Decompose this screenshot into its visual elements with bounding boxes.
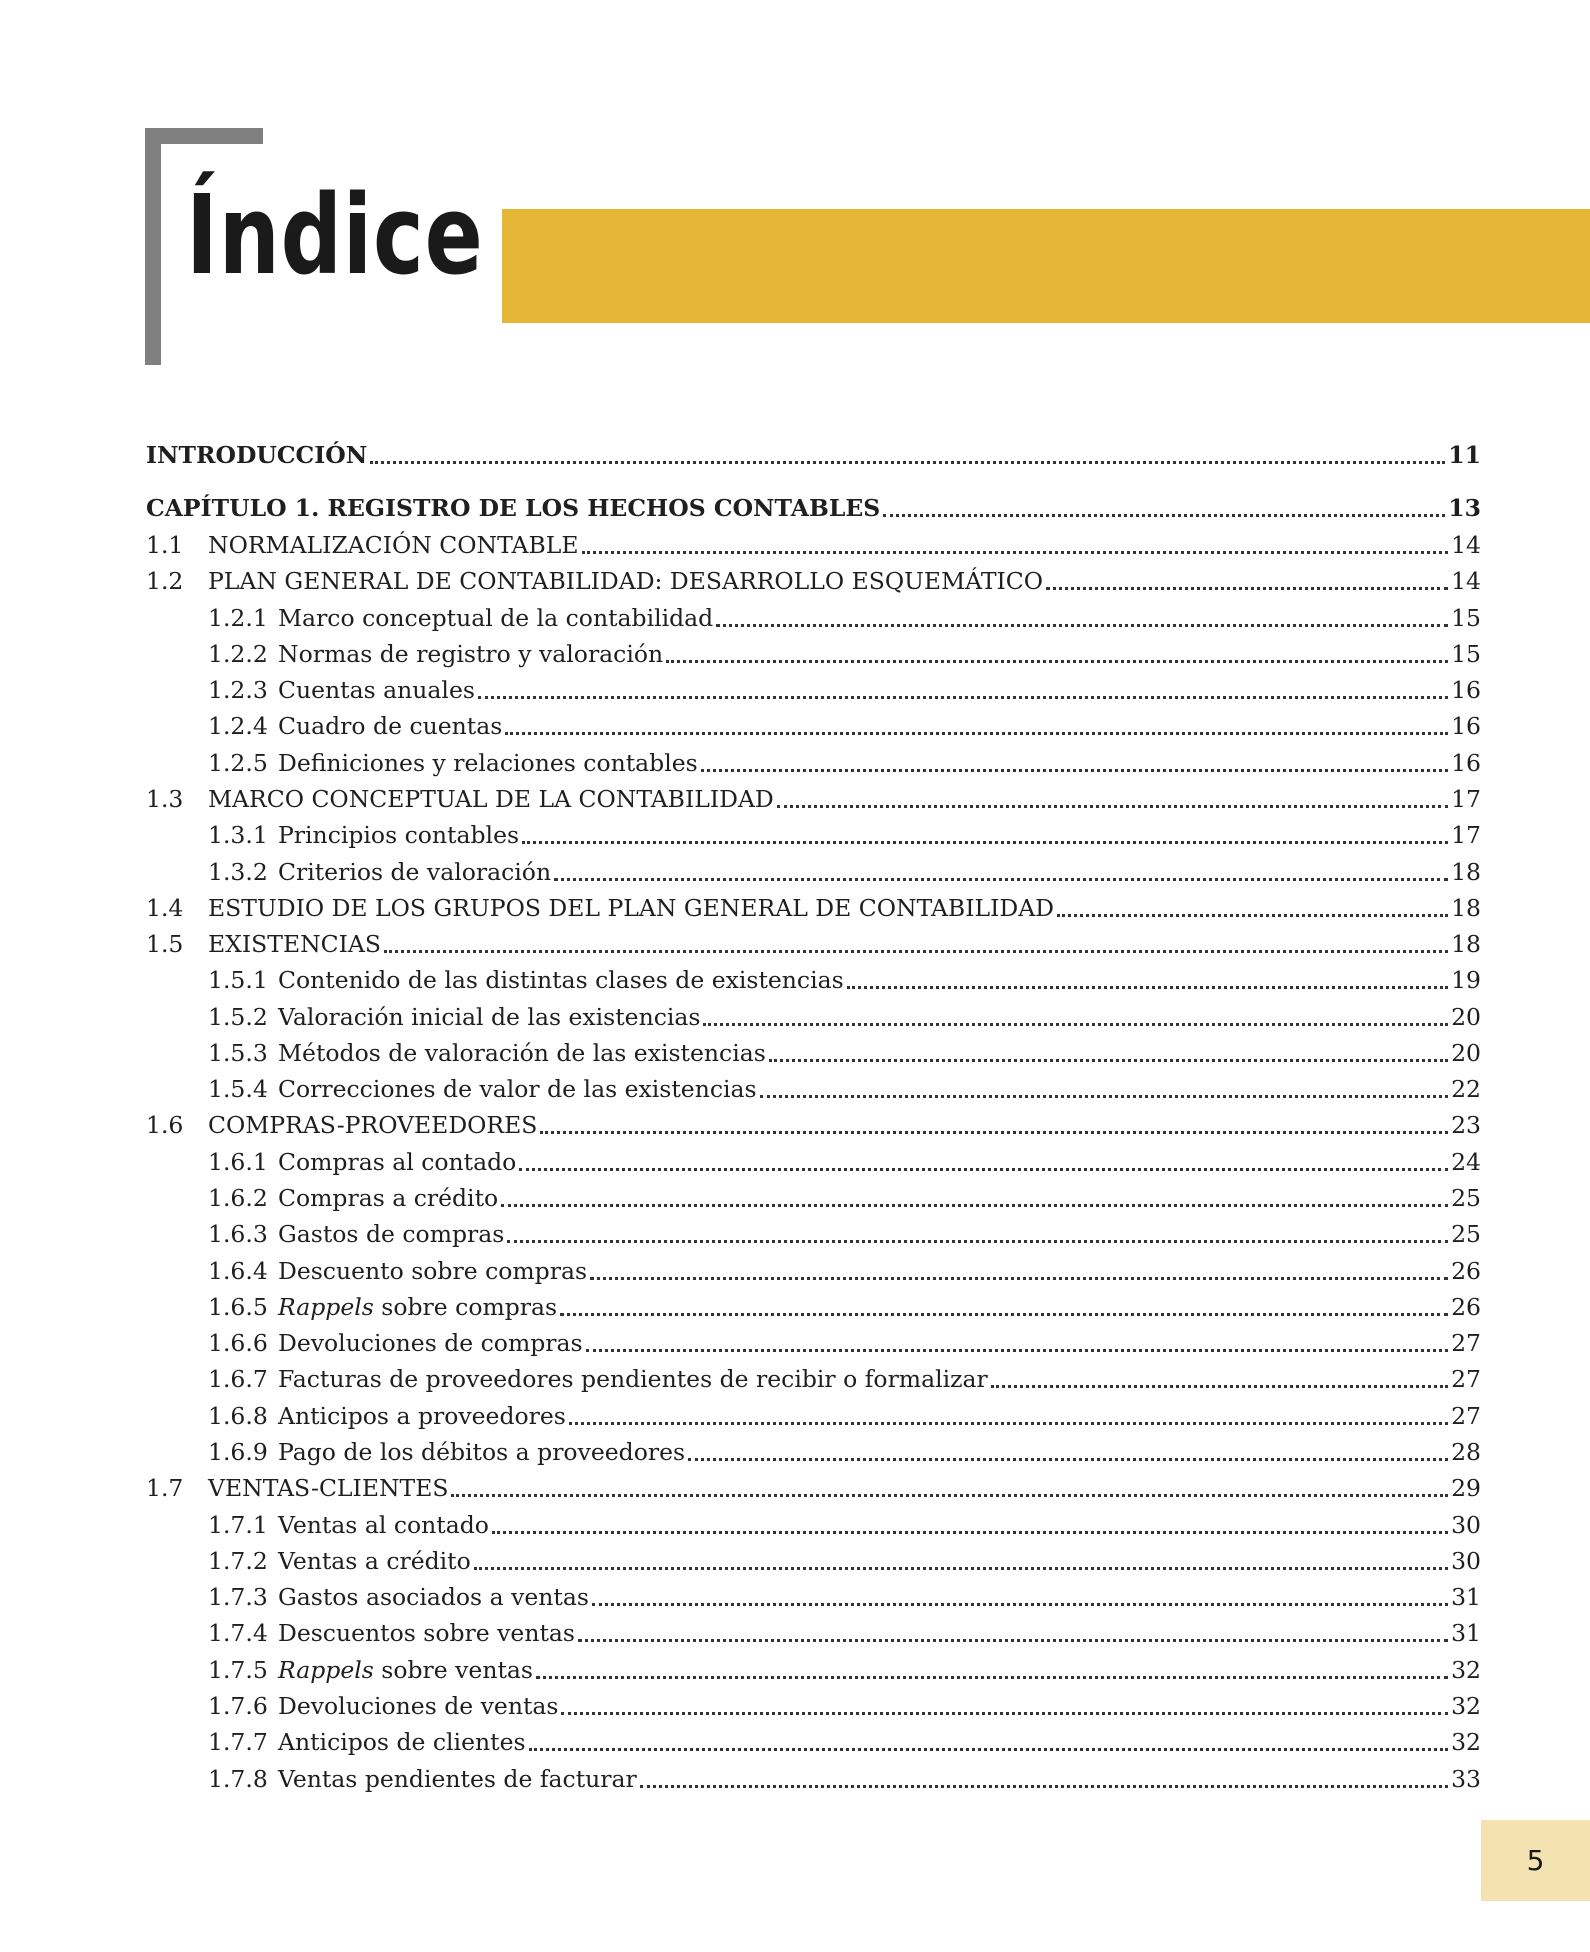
toc-entry-label: INTRODUCCIÓN <box>146 441 368 469</box>
dot-leader <box>478 686 1448 699</box>
toc-entry-page: 27 <box>1451 1365 1481 1394</box>
toc-entry-label: Criterios de valoración <box>278 857 552 886</box>
toc-entry-page: 14 <box>1451 567 1481 596</box>
toc-entry-label: Pago de los débitos a proveedores <box>278 1438 686 1466</box>
toc-entry-introduccion[interactable] <box>146 437 1481 473</box>
toc-entry-number: 1.6.4 <box>208 1256 268 1285</box>
toc-entry-label: Devoluciones de compras <box>278 1329 583 1358</box>
toc-entry-page: 16 <box>1451 748 1481 777</box>
dot-leader <box>505 722 1448 735</box>
toc-entry-number: 1.7.2 <box>208 1546 268 1575</box>
toc-entry-page: 18 <box>1451 857 1481 886</box>
toc-entry-number: 1.6.9 <box>208 1438 268 1466</box>
toc-entry[interactable] <box>146 890 1481 926</box>
toc-entry-page: 33 <box>1451 1764 1481 1793</box>
toc-entry-page: 28 <box>1451 1438 1481 1466</box>
toc-entry[interactable] <box>208 708 1481 744</box>
dot-leader <box>519 1158 1448 1171</box>
toc-entry[interactable] <box>208 1543 1481 1579</box>
toc-entry-number: 1.1 <box>146 531 184 559</box>
toc-entry-page: 18 <box>1451 893 1481 922</box>
toc-entry-page: 32 <box>1451 1728 1481 1757</box>
toc-entry[interactable] <box>146 926 1481 962</box>
dot-leader <box>760 1085 1449 1098</box>
toc-entry-number: 1.3.1 <box>208 821 268 850</box>
dot-leader <box>640 1775 1448 1788</box>
toc-entry-number: 1.7.7 <box>208 1728 268 1757</box>
toc-entry[interactable] <box>146 781 1481 817</box>
toc-entry[interactable] <box>208 1216 1481 1252</box>
toc-entry-number: 1.6.1 <box>208 1147 268 1176</box>
toc-entry[interactable] <box>208 1180 1481 1216</box>
toc-entry-number: 1.7.3 <box>208 1583 268 1612</box>
toc-entry-number: 1.2 <box>146 567 184 596</box>
toc-entry-number: 1.6 <box>146 1111 184 1140</box>
toc-entry-page: 20 <box>1451 1002 1481 1031</box>
toc-entry-label: Cuentas anuales <box>278 676 475 705</box>
toc-entry-number: 1.7.6 <box>208 1691 268 1720</box>
toc-entry-chapter-1[interactable] <box>146 490 1481 526</box>
toc-entry-page: 29 <box>1451 1474 1481 1503</box>
dot-leader <box>522 831 1448 844</box>
toc-entry[interactable] <box>208 1325 1481 1361</box>
toc-entry-number: 1.3 <box>146 784 184 813</box>
dot-leader <box>688 1448 1448 1461</box>
dot-leader <box>703 1013 1448 1026</box>
toc-entry[interactable] <box>146 563 1481 599</box>
toc-entry-page: 19 <box>1451 966 1481 995</box>
dot-leader <box>777 795 1448 808</box>
toc-entry-number: 1.6.5 <box>208 1292 268 1321</box>
toc-entry-number: 1.6.7 <box>208 1365 268 1394</box>
toc-entry-page: 16 <box>1451 712 1481 741</box>
toc-entry-label: Correcciones de valor de las existencias <box>278 1075 757 1104</box>
toc-entry[interactable] <box>208 745 1481 781</box>
dot-leader <box>847 976 1448 989</box>
toc-entry-number: 1.5.4 <box>208 1075 268 1104</box>
toc-entry-number: 1.2.1 <box>208 603 268 632</box>
toc-entry-number: 1.2.5 <box>208 748 268 777</box>
dot-leader <box>501 1194 1448 1207</box>
dot-leader <box>560 1303 1448 1316</box>
toc-entry-label: Gastos de compras <box>278 1220 505 1249</box>
dot-leader <box>590 1267 1448 1280</box>
toc-entry[interactable] <box>208 1253 1481 1289</box>
toc-entry-label: PLAN GENERAL DE CONTABILIDAD: DESARROLLO ESQUEMÁTICO <box>208 567 1044 596</box>
toc-entry[interactable] <box>208 1144 1481 1180</box>
toc-entry-page: 25 <box>1451 1220 1481 1249</box>
dot-leader <box>578 1629 1448 1642</box>
toc-entry-page: 30 <box>1451 1510 1481 1539</box>
toc-entry-page: 23 <box>1451 1111 1481 1140</box>
toc-entry-page: 11 <box>1448 441 1481 469</box>
toc-entry-page: 22 <box>1451 1075 1481 1104</box>
toc-entry-page: 26 <box>1451 1256 1481 1285</box>
toc-entry-label: Ventas a crédito <box>278 1546 471 1575</box>
toc-entry-label: Ventas al contado <box>278 1510 489 1539</box>
dot-leader <box>561 1702 1448 1715</box>
toc-entry-page: 14 <box>1451 531 1481 559</box>
toc-entry-page: 15 <box>1451 603 1481 632</box>
toc-entry-label: CAPÍTULO 1. REGISTRO DE LOS HECHOS CONTABLES <box>146 494 881 522</box>
toc-entry[interactable] <box>146 1107 1481 1143</box>
dot-leader <box>451 1484 1448 1497</box>
toc-entry-label: Anticipos a proveedores <box>278 1401 566 1430</box>
toc-entry-page: 20 <box>1451 1038 1481 1067</box>
toc-entry-label: Gastos asociados a ventas <box>278 1583 589 1612</box>
toc-entry-page: 27 <box>1451 1401 1481 1430</box>
toc-entry-number: 1.5.3 <box>208 1038 268 1067</box>
toc-entry[interactable] <box>208 1035 1481 1071</box>
toc-entry[interactable] <box>208 1507 1481 1543</box>
dot-leader <box>569 1412 1448 1425</box>
toc-entry-page: 27 <box>1451 1329 1481 1358</box>
page-number-box <box>1481 1820 1590 1901</box>
toc-entry-label: Marco conceptual de la contabilidad <box>278 603 714 632</box>
toc-entry-label: Métodos de valoración de las existencias <box>278 1038 766 1067</box>
dot-leader <box>536 1666 1448 1679</box>
page-number: 5 <box>1526 1844 1545 1877</box>
toc-entry-number: 1.2.4 <box>208 712 268 741</box>
toc-entry[interactable] <box>208 1289 1481 1325</box>
toc-entry-label: Devoluciones de ventas <box>278 1691 559 1720</box>
toc-entry[interactable] <box>208 817 1481 853</box>
toc-entry-label: COMPRAS-PROVEEDORES <box>208 1111 538 1140</box>
toc-entry[interactable] <box>208 1361 1481 1397</box>
toc-entry-label: Compras a crédito <box>278 1184 499 1213</box>
toc-entry-label: NORMALIZACIÓN CONTABLE <box>208 531 579 559</box>
toc-entry-page: 18 <box>1451 930 1481 959</box>
toc-entry-number: 1.3.2 <box>208 857 268 886</box>
toc-entry-page: 17 <box>1451 821 1481 850</box>
toc-entry[interactable] <box>208 854 1481 890</box>
toc-entry[interactable] <box>208 1615 1481 1651</box>
toc-entry[interactable] <box>208 1688 1481 1724</box>
dot-leader <box>540 1121 1448 1134</box>
toc-entry-number: 1.2.2 <box>208 639 268 668</box>
toc-entry-label <box>278 1652 533 1688</box>
dot-leader <box>666 650 1448 663</box>
toc-entry-label: Valoración inicial de las existencias <box>278 1002 701 1031</box>
toc-entry-label: Descuento sobre compras <box>278 1256 588 1285</box>
toc-entry-label: Anticipos de clientes <box>278 1728 526 1757</box>
dot-leader <box>554 868 1448 881</box>
toc-entry[interactable] <box>208 1434 1481 1470</box>
dot-leader <box>883 504 1445 517</box>
dot-leader <box>769 1049 1448 1062</box>
toc-entry-label: Ventas pendientes de facturar <box>278 1764 637 1793</box>
toc-entry-page: 30 <box>1451 1546 1481 1575</box>
toc-entry-label: Facturas de proveedores pendientes de recibir o formalizar <box>278 1365 988 1394</box>
dot-leader <box>474 1557 1448 1570</box>
toc-entry-number: 1.2.3 <box>208 676 268 705</box>
dot-leader <box>1057 904 1448 917</box>
dot-leader <box>592 1593 1448 1606</box>
toc-entry[interactable] <box>208 672 1481 708</box>
page-title: Índice <box>186 171 484 299</box>
toc-entry-label: Principios contables <box>278 821 520 850</box>
toc-entry-number: 1.7.8 <box>208 1764 268 1793</box>
toc-entry[interactable] <box>208 1398 1481 1434</box>
toc-entry-page: 15 <box>1451 639 1481 668</box>
toc-entry-page: 17 <box>1451 784 1481 813</box>
toc-entry-page: 32 <box>1451 1655 1481 1684</box>
toc-entry-number: 1.6.2 <box>208 1184 268 1213</box>
toc-entry-number: 1.6.8 <box>208 1401 268 1430</box>
toc-entry-number: 1.5 <box>146 930 184 959</box>
dot-leader <box>529 1738 1449 1751</box>
toc-entry-label: Definiciones y relaciones contables <box>278 748 698 777</box>
toc-entry[interactable] <box>208 1761 1481 1797</box>
dot-leader <box>586 1339 1449 1352</box>
toc-entry-page: 16 <box>1451 676 1481 705</box>
toc-entry-number: 1.7.4 <box>208 1619 268 1648</box>
dot-leader <box>384 940 1448 953</box>
toc-entry-page: 24 <box>1451 1147 1481 1176</box>
toc-entry-label: Normas de registro y valoración <box>278 639 664 668</box>
dot-leader <box>492 1521 1448 1534</box>
toc-entry-label: EXISTENCIAS <box>208 930 381 959</box>
dot-leader <box>582 541 1449 554</box>
toc-entry-number: 1.5.2 <box>208 1002 268 1031</box>
toc-entry[interactable] <box>208 962 1481 998</box>
toc-entry[interactable] <box>208 1579 1481 1615</box>
toc-entry-number: 1.7 <box>146 1474 184 1503</box>
toc-entry-label <box>278 1289 557 1325</box>
toc-entry-page: 31 <box>1451 1619 1481 1648</box>
toc-entry-label: Compras al contado <box>278 1147 517 1176</box>
dot-leader <box>1046 577 1448 590</box>
toc-entry-label: Cuadro de cuentas <box>278 712 503 741</box>
toc-entry-number: 1.7.1 <box>208 1510 268 1539</box>
toc-entry-label: Contenido de las distintas clases de existencias <box>278 966 844 995</box>
toc-entry-number: 1.4 <box>146 893 184 922</box>
dot-leader <box>370 451 1445 464</box>
toc-entry-number: 1.6.6 <box>208 1329 268 1358</box>
toc-entry-label-italic: Rappels <box>278 1655 374 1684</box>
toc-entry[interactable] <box>146 527 1481 563</box>
toc-entry-number: 1.7.5 <box>208 1655 268 1684</box>
toc-entry[interactable] <box>208 999 1481 1035</box>
toc-entry[interactable] <box>208 1071 1481 1107</box>
dot-leader <box>716 614 1448 627</box>
dot-leader <box>701 759 1448 772</box>
toc-entry-label: MARCO CONCEPTUAL DE LA CONTABILIDAD <box>208 784 774 813</box>
toc-entry[interactable] <box>208 600 1481 636</box>
toc-entry-page: 32 <box>1451 1691 1481 1720</box>
toc-entry-label-rest: sobre ventas <box>373 1655 533 1684</box>
toc-entry-label-rest: sobre compras <box>373 1292 558 1321</box>
toc-entry[interactable] <box>208 1652 1481 1688</box>
toc-entry-number: 1.6.3 <box>208 1220 268 1249</box>
toc-entry-number: 1.5.1 <box>208 966 268 995</box>
dot-leader <box>507 1230 1448 1243</box>
toc-entry-page: 26 <box>1451 1292 1481 1321</box>
toc-entry-label: Descuentos sobre ventas <box>278 1619 575 1648</box>
dot-leader <box>991 1375 1448 1388</box>
toc-entry[interactable] <box>146 1470 1481 1506</box>
toc-entry[interactable] <box>208 636 1481 672</box>
toc-entry-page: 25 <box>1451 1184 1481 1213</box>
toc-entry-page: 31 <box>1451 1583 1481 1612</box>
toc-entry-label: VENTAS-CLIENTES <box>208 1474 449 1503</box>
toc-entry-label: ESTUDIO DE LOS GRUPOS DEL PLAN GENERAL DE CONTABILIDAD <box>208 893 1055 922</box>
toc-entry[interactable] <box>208 1724 1481 1760</box>
toc-entry-page: 13 <box>1448 494 1481 522</box>
toc-entry-label-italic: Rappels <box>278 1292 374 1321</box>
